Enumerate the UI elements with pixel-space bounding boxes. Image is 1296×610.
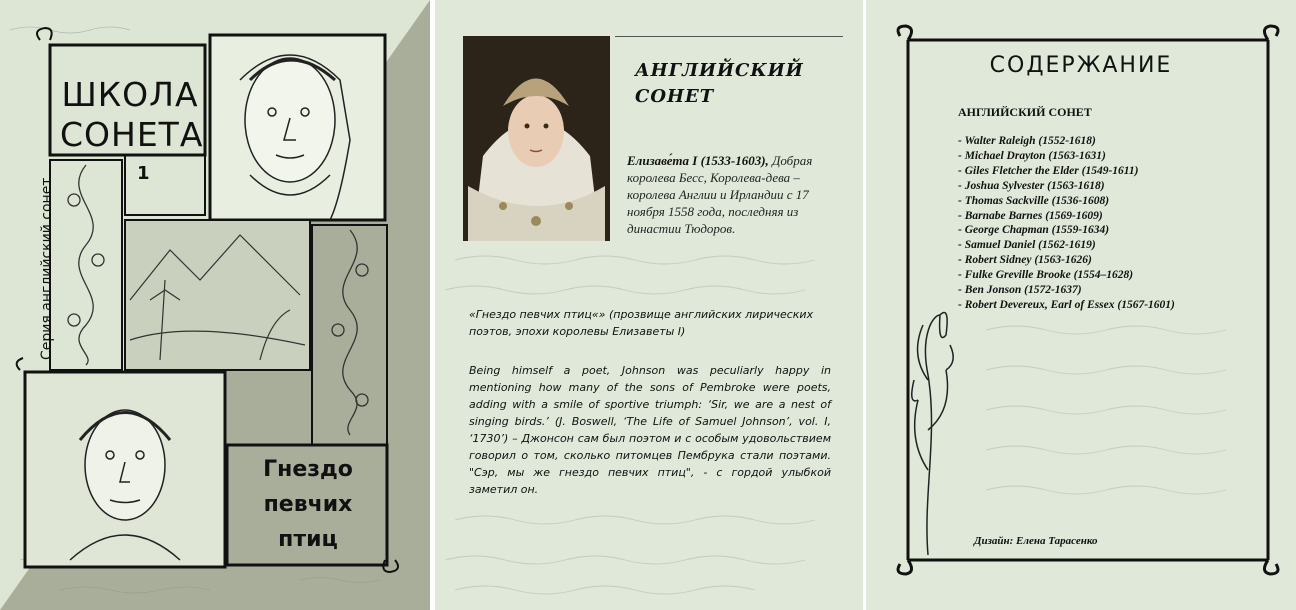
contents-page bbox=[866, 0, 1296, 610]
cover-title-line1: ШКОЛА bbox=[61, 75, 199, 114]
contents-item[interactable]: - Ben Jonson (1572-1637) bbox=[958, 284, 1082, 297]
contents-item[interactable]: - Samuel Daniel (1562-1619) bbox=[958, 239, 1096, 252]
contents-item[interactable]: - George Chapman (1559-1634) bbox=[958, 224, 1110, 237]
cover-subtitle-line1: Гнездо bbox=[263, 457, 353, 482]
contents-item[interactable]: - Giles Fletcher the Elder (1549-1611) bbox=[958, 164, 1139, 177]
contents-item[interactable]: - Thomas Sackville (1536-1608) bbox=[958, 194, 1110, 207]
section-heading-line1: АНГЛИЙСКИЙ bbox=[635, 60, 804, 81]
elizabeth-portrait-icon bbox=[463, 36, 610, 241]
section-heading bbox=[635, 58, 804, 110]
contents-item[interactable]: - Walter Raleigh (1552-1618) bbox=[958, 135, 1096, 147]
contents-title: СОДЕРЖАНИЕ bbox=[989, 53, 1173, 78]
cover-title bbox=[60, 75, 204, 155]
elizabeth-name: Елизаве́та I (1533-1603), bbox=[627, 153, 769, 168]
cover-subtitle-line3: птиц bbox=[278, 527, 338, 552]
contents-item[interactable]: - Fulke Greville Brooke (1554–1628) bbox=[958, 269, 1134, 282]
plant-ornament-icon bbox=[912, 313, 953, 556]
section-heading-line2: СОНЕТ bbox=[635, 86, 715, 107]
series-label: Серия английский сонет bbox=[39, 177, 55, 360]
volume-number: 1 bbox=[137, 163, 150, 184]
intro-page bbox=[435, 0, 863, 610]
johnson-quote: Being himself a poet, Johnson was peculiarly happy in mentioning how many of the sons of Pembroke were poets, adding with a smile of sportive triumph: ‘Sir, we are a nest of singing birds.’ (J. Boswell, ‘The Life of Samuel Johnson’, vol. I, ‘1730’) – Джонсон сам был поэтом и с особым удовольствием говорил о том, сколько питомцев Пембрука стали поэтами. "Сэр, мы же гнездо певчих птиц", - с гордой улыбкой заметил он. bbox=[469, 364, 831, 496]
contents-list bbox=[958, 134, 1175, 313]
contents-item[interactable]: - Robert Devereux, Earl of Essex (1567-1601) bbox=[958, 298, 1175, 311]
cover-subtitle-line2: певчих bbox=[263, 492, 353, 517]
elizabeth-description: Добрая королева Бесс, Королева-дева – королева Англии и Ирландии с 17 ноября 1558 года, последняя из династии Тюдоров. bbox=[627, 153, 813, 236]
contents-item[interactable]: - Michael Drayton (1563-1631) bbox=[958, 149, 1106, 162]
contents-item[interactable]: - Joshua Sylvester (1563-1618) bbox=[958, 179, 1105, 192]
elizabeth-caption bbox=[627, 152, 837, 237]
cover-page bbox=[0, 0, 430, 610]
cover-title-line2: СОНЕТА bbox=[60, 115, 204, 154]
cover-subtitle bbox=[232, 452, 384, 557]
contents-item[interactable]: - Barnabe Barnes (1569-1609) bbox=[958, 209, 1103, 222]
header-rule bbox=[615, 36, 843, 37]
design-credit: Дизайн: Елена Тарасенко bbox=[974, 535, 1098, 547]
contents-item[interactable]: - Robert Sidney (1563-1626) bbox=[958, 254, 1092, 267]
nest-title: «Гнездо певчих птиц«» (прозвище английских лирических поэтов, эпохи королевы Елизаветы I) bbox=[469, 308, 814, 338]
contents-section-heading: АНГЛИЙСКИЙ СОНЕТ bbox=[958, 105, 1092, 119]
